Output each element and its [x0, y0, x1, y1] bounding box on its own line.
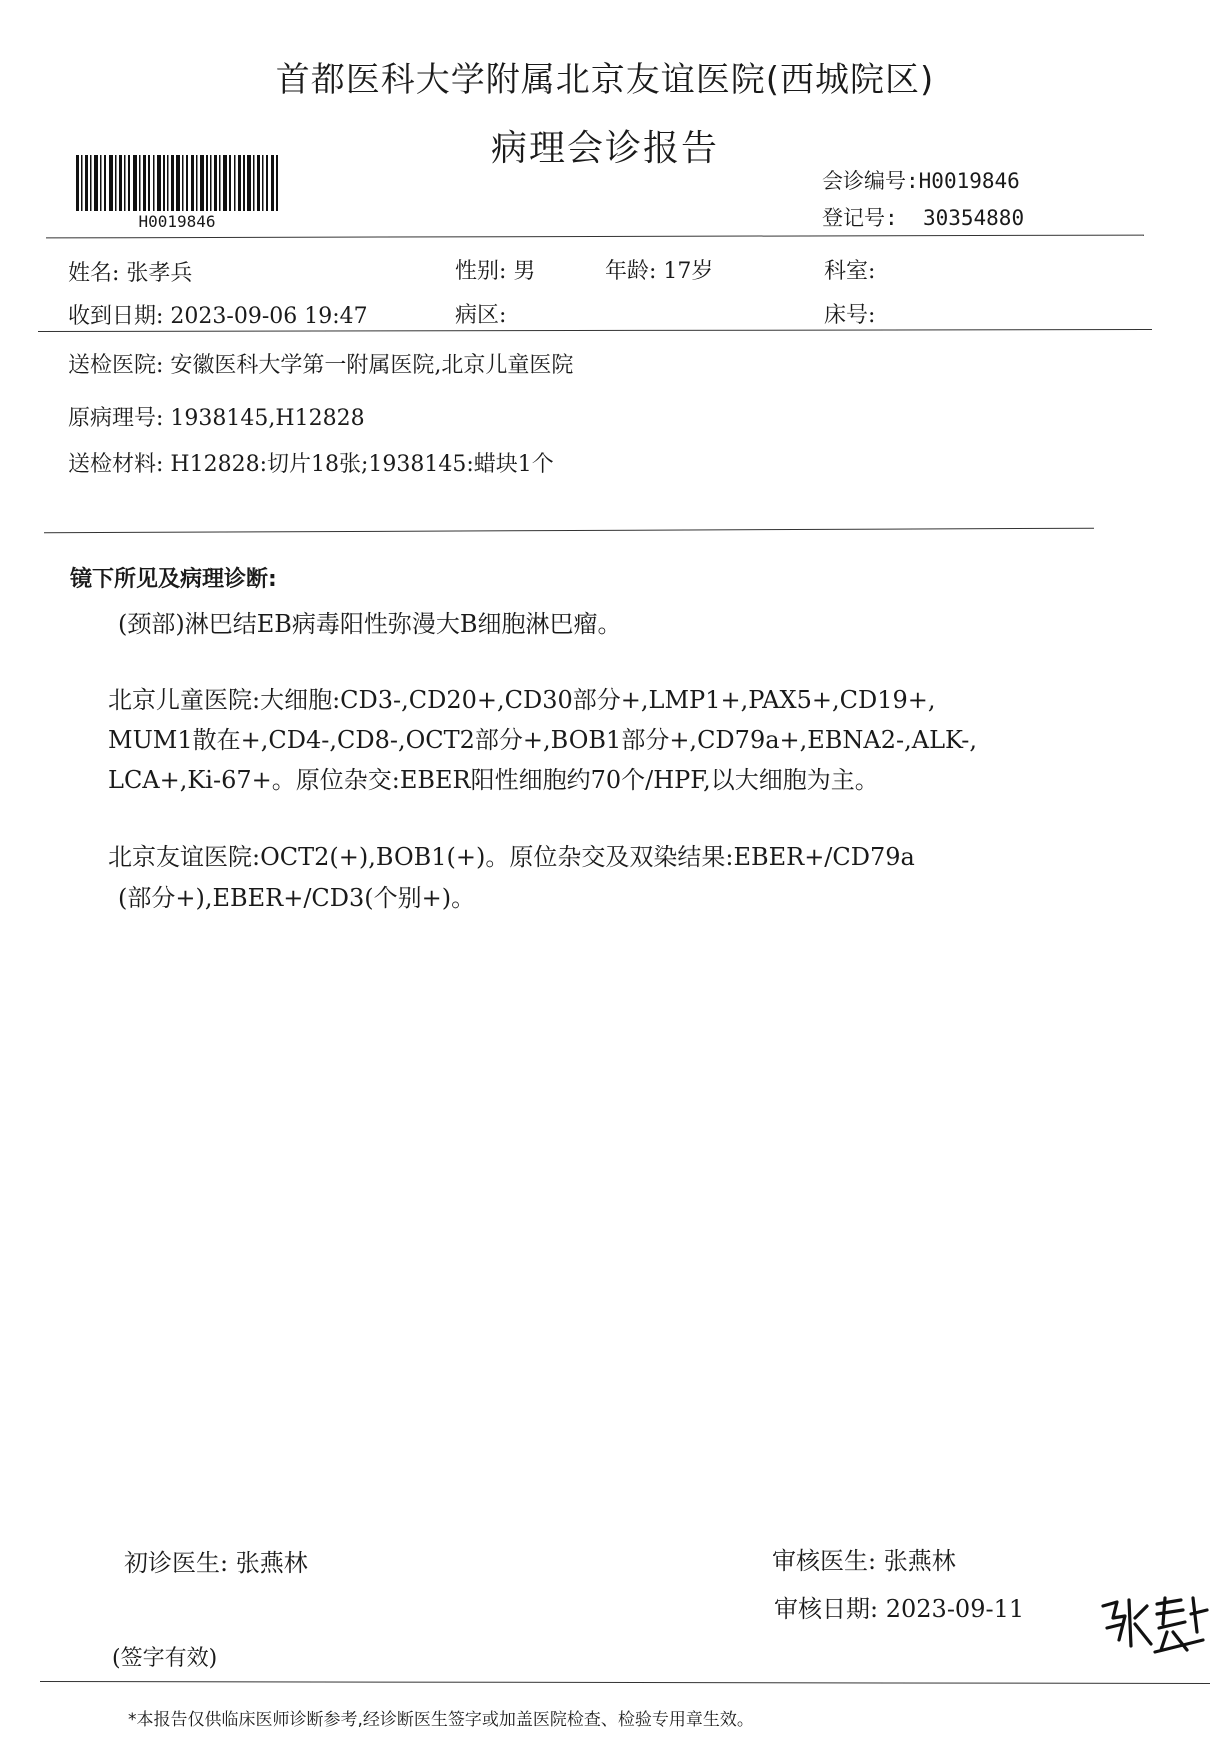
initial-doctor — [124, 1543, 308, 1578]
review-doctor-label: 审核医生: — [772, 1547, 877, 1575]
patient-gender-label: 性别: — [455, 259, 507, 284]
bch-result-line-2: MUM1散在+,CD4-,CD8-,OCT2部分+,BOB1部分+,CD79a+,EBNA2-,ALK-, — [108, 726, 977, 754]
signature-validity-note: (签字有效) — [112, 1646, 218, 1671]
hospital-name: 首都医科大学附属北京友谊医院(西城院区) — [275, 60, 935, 100]
received-date-label: 收到日期: — [68, 304, 164, 329]
header-divider — [46, 235, 1144, 239]
ward — [455, 298, 506, 329]
original-pathology-number — [68, 401, 365, 432]
patient-gender-value: 男 — [513, 259, 536, 284]
initial-doctor-value: 张燕林 — [235, 1549, 308, 1577]
initial-doctor-label: 初诊医生: — [124, 1549, 229, 1577]
patient-name-value: 张孝兵 — [126, 261, 193, 286]
submitting-hospital — [68, 348, 573, 379]
submitted-material — [68, 447, 554, 478]
barcode-number: H0019846 — [138, 212, 216, 231]
submitted-material-label: 送检材料: — [68, 452, 164, 477]
report-title: 病理会诊报告 — [490, 128, 719, 169]
consult-number — [822, 165, 1020, 195]
footer-note: *本报告仅供临床医师诊断参考,经诊断医生签字或加盖医院检查、检验专用章生效。 — [128, 1710, 754, 1730]
barcode-image — [76, 155, 278, 211]
received-date-value: 2023-09-06 19:47 — [170, 304, 368, 329]
consult-number-value: H0019846 — [918, 169, 1020, 193]
patient-age-label: 年龄: — [605, 259, 657, 284]
submission-divider — [44, 528, 1094, 534]
diagnosis-text: (颈部)淋巴结EB病毒阳性弥漫大B细胞淋巴瘤。 — [118, 610, 622, 638]
patient-age-value: 17岁 — [663, 259, 714, 284]
patient-age — [605, 254, 713, 285]
review-doctor-value: 张燕林 — [883, 1547, 956, 1575]
review-date-value: 2023-09-11 — [885, 1595, 1025, 1623]
consult-number-label: 会诊编号: — [822, 169, 919, 193]
submitting-hospital-value: 安徽医科大学第一附属医院,北京儿童医院 — [170, 353, 574, 378]
bed-number — [824, 298, 875, 329]
patient-department-label: 科室: — [824, 259, 876, 284]
register-number-label: 登记号: — [822, 206, 898, 230]
byh-result-line-2: (部分+),EBER+/CD3(个别+)。 — [118, 884, 476, 912]
review-date-label: 审核日期: — [774, 1595, 879, 1623]
review-date — [774, 1589, 1024, 1624]
register-number — [822, 202, 1024, 232]
patient-name — [68, 256, 192, 287]
bed-number-label: 床号: — [824, 303, 876, 328]
patient-name-label: 姓名: — [68, 261, 120, 286]
bch-result-line-1: 北京儿童医院:大细胞:CD3-,CD20+,CD30部分+,LMP1+,PAX5+,CD19+, — [108, 686, 936, 714]
ward-label: 病区: — [455, 303, 507, 328]
register-number-value: 30354880 — [922, 206, 1025, 230]
footer-divider — [40, 1681, 1210, 1684]
findings-heading: 镜下所见及病理诊断: — [70, 567, 277, 592]
submitting-hospital-label: 送检医院: — [68, 353, 164, 378]
submitted-material-value: H12828:切片18张;1938145:蜡块1个 — [170, 452, 554, 477]
byh-result-line-1: 北京友谊医院:OCT2(+),BOB1(+)。原位杂交及双染结果:EBER+/CD79a — [108, 843, 915, 871]
patient-gender — [455, 254, 535, 285]
received-date — [68, 299, 368, 330]
bch-result-line-3: LCA+,Ki-67+。原位杂交:EBER阳性细胞约70个/HPF,以大细胞为主。 — [108, 766, 879, 794]
original-pathology-number-label: 原病理号: — [68, 406, 164, 431]
patient-department — [824, 254, 875, 285]
original-pathology-number-value: 1938145,H12828 — [170, 406, 365, 431]
review-doctor — [772, 1541, 956, 1576]
handwritten-signature — [1095, 1588, 1210, 1668]
